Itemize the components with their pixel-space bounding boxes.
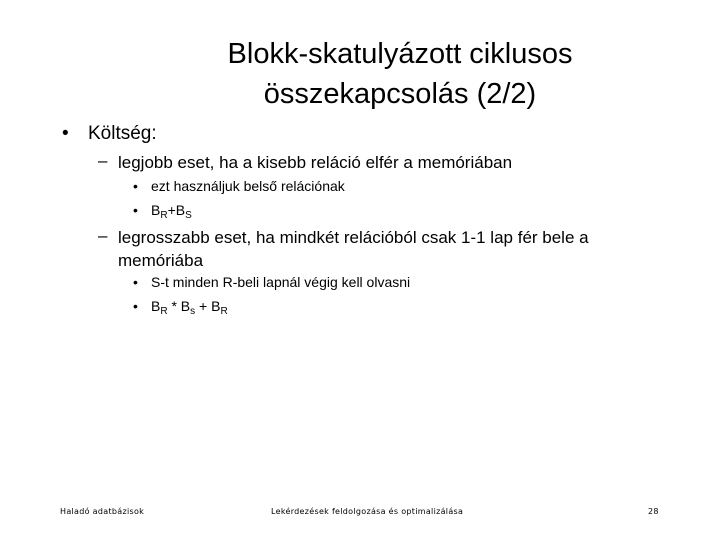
best-formula: $B_R+B_S$ xyxy=(151,202,192,221)
slide-title-line-2: összekapcsolás (2/2) xyxy=(263,78,537,110)
best-case-text: legjobb eset, ha a kisebb reláció elfér a memóriában xyxy=(118,153,513,172)
bullet-dot-icon: • xyxy=(133,202,138,218)
cost-label: Költség: xyxy=(88,123,157,144)
footer-course: Haladó adatbázisok xyxy=(60,507,145,516)
bullet-dot-icon: • xyxy=(133,178,138,194)
best-sub1-text: ezt használjuk belső relációnak xyxy=(151,178,345,194)
footer-page-number: 28 xyxy=(648,507,659,516)
bullet-dash-icon: – xyxy=(98,226,108,245)
worst-case-line-2: memóriába xyxy=(118,251,204,270)
bullet-dot-icon: • xyxy=(133,274,138,290)
slide-title-line-1: Blokk-skatulyázott ciklusos xyxy=(227,38,573,70)
footer-topic: Lekérdezések feldolgozása és optimalizálása xyxy=(271,507,464,516)
worst-formula: $B_R * B_s + B_R$ xyxy=(151,298,228,317)
worst-case-line-1: legrosszabb eset, ha mindkét relációból csak 1-1 lap fér bele a xyxy=(118,228,589,247)
worst-sub1-text: S-t minden R-beli lapnál végig kell olvasni xyxy=(151,274,411,290)
bullet-dot-icon: • xyxy=(133,298,138,314)
bullet-dot-icon: • xyxy=(62,123,69,144)
bullet-dash-icon: – xyxy=(98,151,108,170)
worst-case-text xyxy=(118,226,589,272)
